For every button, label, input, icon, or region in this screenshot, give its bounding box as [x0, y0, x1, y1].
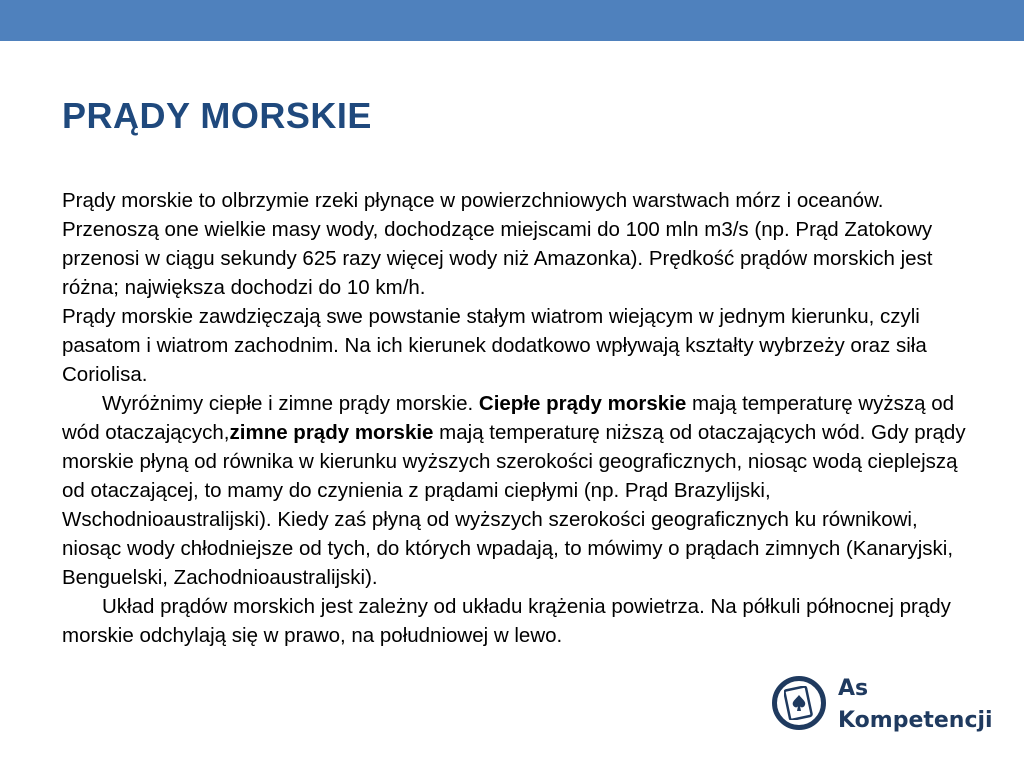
logo-text-line1: As — [838, 676, 869, 701]
paragraph-3 — [62, 389, 972, 592]
paragraph-2: Prądy morskie zawdzięczają swe powstanie stałym wiatrom wiejącym w jednym kierunku, czyli pasatom i wiatrom zachodnim. Na ich kierunek dodatkowo wpływają kształty wybrzeży oraz siła Coriolisa. — [62, 305, 927, 386]
top-band — [0, 0, 1024, 41]
slide-title: PRĄDY MORSKIE — [62, 95, 372, 136]
as-kompetencji-logo — [770, 672, 1000, 746]
cold-currents-term: zimne prądy morskie — [229, 421, 434, 444]
slide-body — [62, 186, 972, 650]
logo-text-line2: Kompetencji — [838, 708, 993, 733]
paragraph-1: Prądy morskie to olbrzymie rzeki płynące w powierzchniowych warstwach mórz i oceanów. Przenoszą one wielkie masy wody, dochodzące miejscami do 100 mln m3/s (np. Prąd Zatokowy przenosi w ciągu sekundy 625 razy więcej wody niż Amazonka). Prędkość prądów morskich jest różna; największa dochodzi do 10 km/h. — [62, 189, 933, 299]
spade-card-icon — [784, 686, 814, 720]
paragraph-3-warm-desc: mają temperaturę wyższą od wód otaczających, — [62, 392, 955, 444]
warm-currents-term: Ciepłe prądy morskie — [478, 392, 687, 415]
paragraph-4 — [62, 592, 972, 650]
paragraph-4-text: Układ prądów morskich jest zależny od układu krążenia powietrza. Na półkuli północnej prądy morskie odchylają się w prawo, na południowej w lewo. — [62, 595, 951, 647]
paragraph-3-intro: Wyróżnimy ciepłe i zimne prądy morskie. — [102, 392, 479, 415]
paragraph-3-rest: mają temperaturę niższą od otaczających wód. Gdy prądy morskie płyną od równika w kierunku wyższych szerokości geograficznych, niosąc wodą cieplejszą od otaczającej, to mamy do czynienia z prądami ciepłymi (np. Prąd Brazylijski, Wschodnioaustralijski). Kiedy zaś płyną od wyższych szerokości geograficznych ku równikowi, niosąc wody chłodniejsze od tych, do których wpadają, to mówimy o prądach zimnych (Kanaryjski, Benguelski, Zachodnioaustralijski). — [62, 421, 966, 589]
